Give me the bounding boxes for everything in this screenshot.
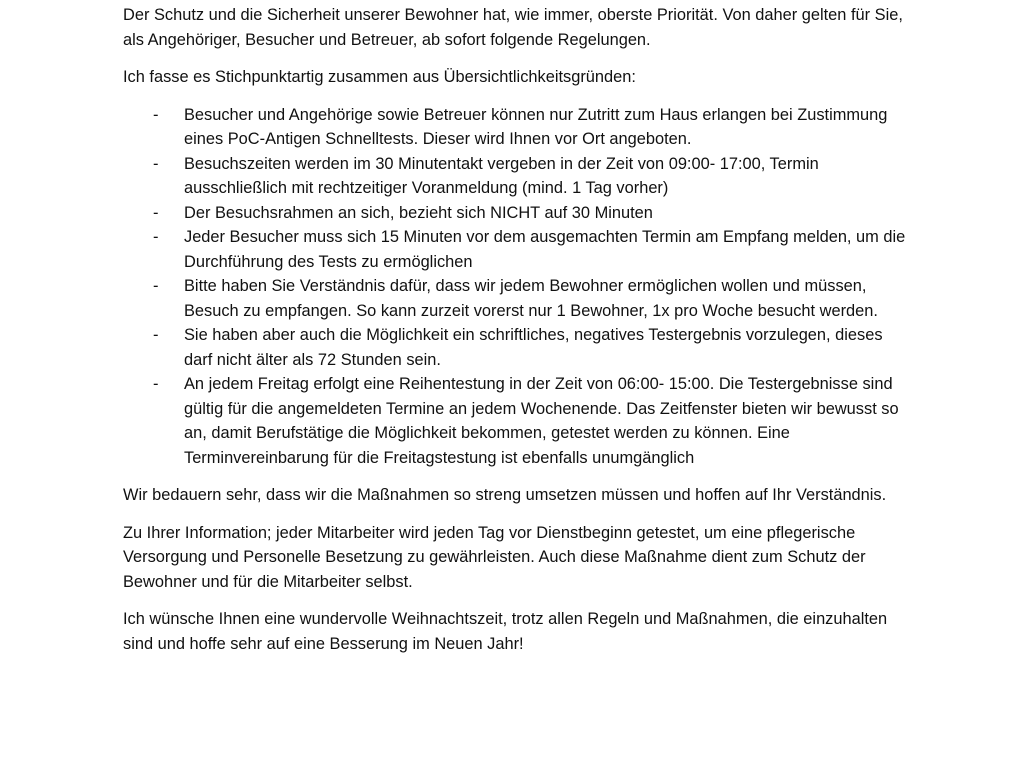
closing-paragraph-wishes: Ich wünsche Ihnen eine wundervolle Weihnachtszeit, trotz allen Regeln und Maßnahmen, die einzuhalten sind und hoffe sehr auf eine Besserung im Neuen Jahr! [123, 610, 888, 653]
closing-paragraph-apology: Wir bedauern sehr, dass wir die Maßnahmen so streng umsetzen müssen und hoffen auf Ihr Verständnis. [123, 486, 887, 504]
list-item-text: Sie haben aber auch die Möglichkeit ein schriftliches, negatives Testergebnis vorzulegen, dieses darf nicht älter als 72 Stunden sein. [184, 326, 883, 369]
bullet-dash: - [153, 277, 159, 295]
list-item [123, 103, 913, 152]
list-item-text: Der Besuchsrahmen an sich, bezieht sich NICHT auf 30 Minuten [184, 203, 653, 222]
list-item-text: Besucher und Angehörige sowie Betreuer können nur Zutritt zum Haus erlangen bei Zustimmung eines PoC-Antigen Schnelltests. Dieser wird Ihnen vor Ort angeboten. [184, 105, 888, 148]
list-item-text: An jedem Freitag erfolgt eine Reihentestung in der Zeit von 06:00- 15:00. Die Testergebnisse sind gültig für die angemeldeten Termine an jedem Wochenende. Das Zeitfenster bieten wir bewusst so an, damit Berufstätige die Möglichkeit bekommen, getestet werden zu können. Eine Terminvereinbarung für die Freitagstestung ist ebenfalls unumgänglich [184, 375, 899, 467]
list-item-text: Besuchszeiten werden im 30 Minutentakt vergeben in der Zeit von 09:00- 17:00, Termin ausschließlich mit rechtzeitiger Voranmeldung (mind. 1 Tag vorher) [184, 154, 819, 197]
bullet-dash: - [153, 105, 159, 124]
bullet-dash: - [153, 154, 159, 173]
rules-list [123, 103, 913, 471]
list-item [123, 201, 913, 226]
bullet-dash: - [153, 203, 159, 222]
list-item [123, 225, 913, 274]
document-page [123, 3, 913, 669]
closing-paragraph-staff-testing: Zu Ihrer Information; jeder Mitarbeiter wird jeden Tag vor Dienstbeginn getestet, um eine pflegerische Versorgung und Personelle Besetzung zu gewährleisten. Auch diese Maßnahme dient zum Schutz der Bewohner und für die Mitarbeiter selbst. [123, 523, 866, 591]
bullet-dash: - [153, 375, 159, 393]
bullet-dash: - [153, 326, 159, 344]
list-item [123, 323, 913, 372]
list-item-text: Bitte haben Sie Verständnis dafür, dass wir jedem Bewohner ermöglichen wollen und müssen, Besuch zu empfangen. So kann zurzeit vorerst nur 1 Bewohner, 1x pro Woche besucht werden. [184, 277, 878, 320]
list-item [123, 274, 913, 323]
intro-paragraph-priority: Der Schutz und die Sicherheit unserer Bewohner hat, wie immer, oberste Priorität. Von daher gelten für Sie, als Angehöriger, Besucher und Betreuer, ab sofort folgende Regelungen. [123, 6, 903, 49]
list-item [123, 152, 913, 201]
bullet-dash: - [153, 228, 159, 246]
intro-paragraph-summary: Ich fasse es Stichpunktartig zusammen aus Übersichtlichkeitsgründen: [123, 68, 636, 86]
list-item [123, 372, 913, 470]
list-item-text: Jeder Besucher muss sich 15 Minuten vor dem ausgemachten Termin am Empfang melden, um die Durchführung des Tests zu ermöglichen [184, 228, 906, 271]
